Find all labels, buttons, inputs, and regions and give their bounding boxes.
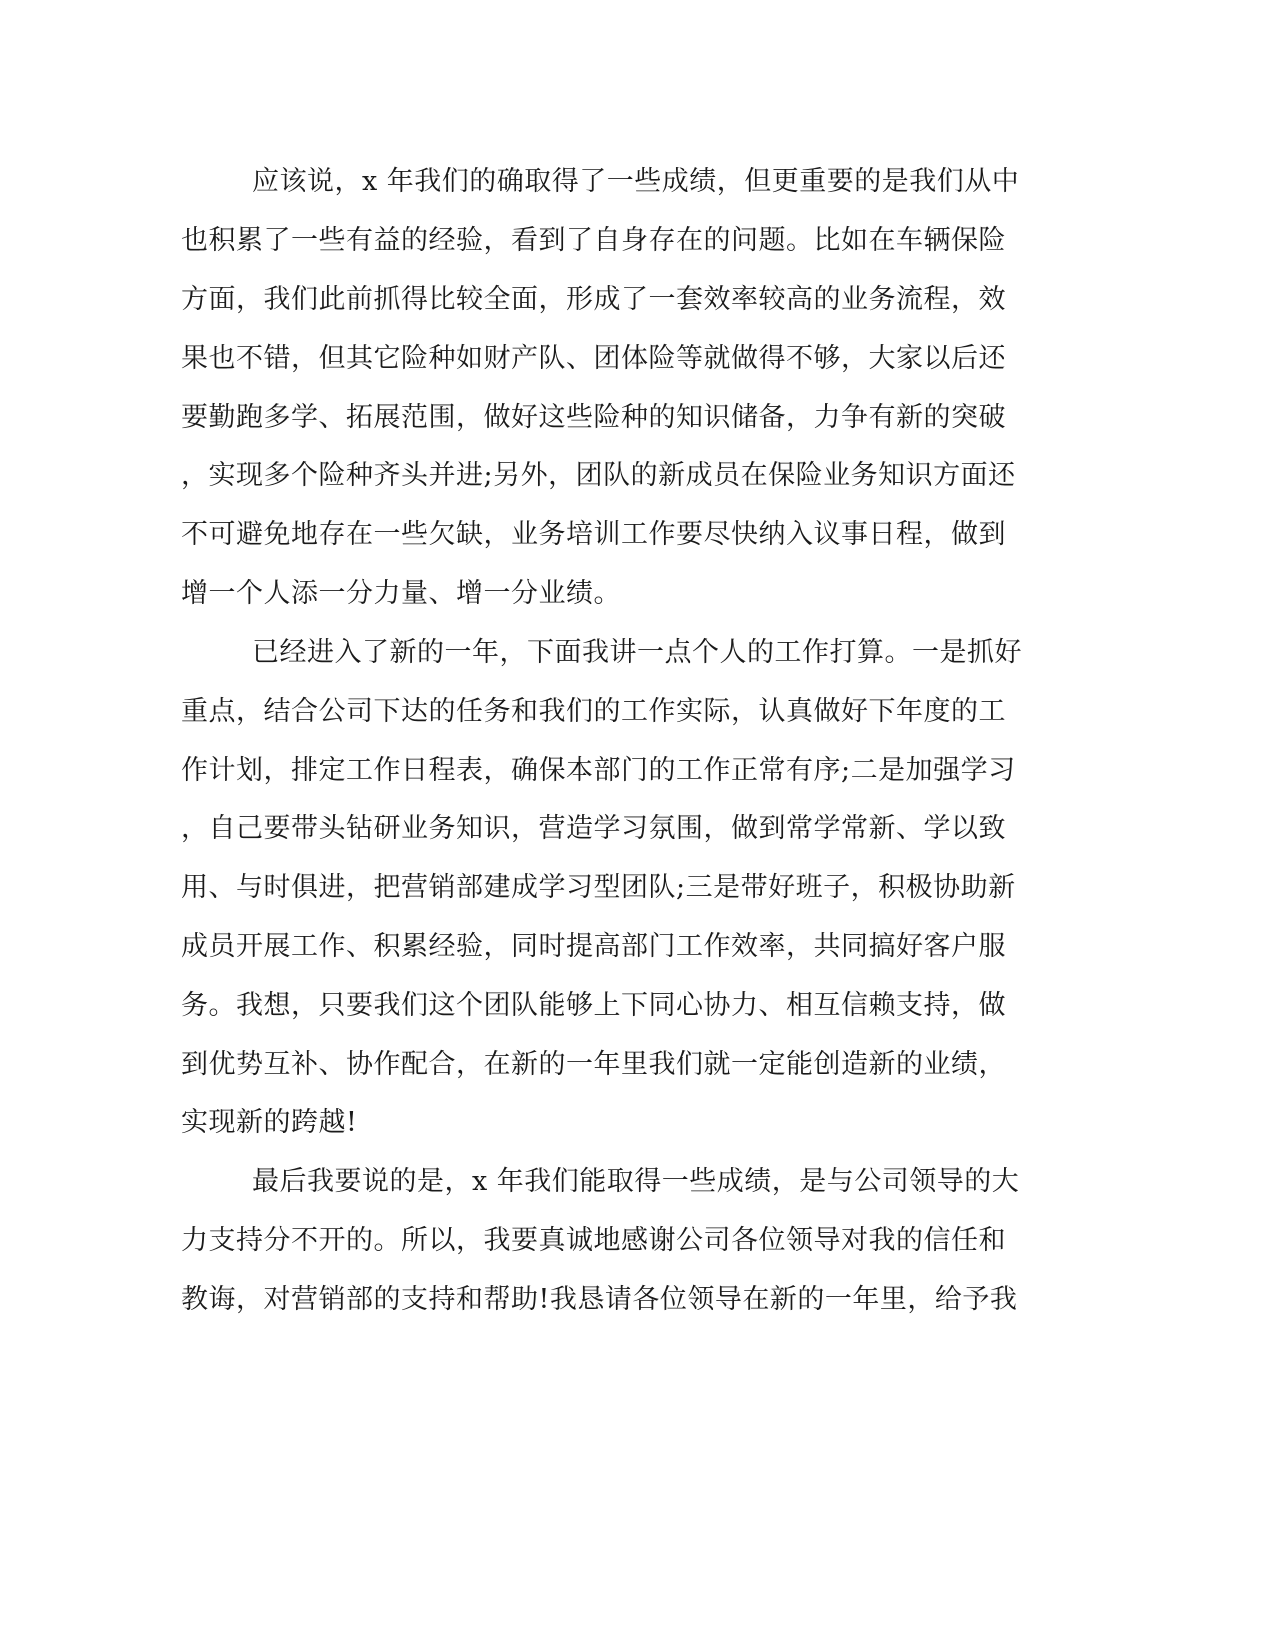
paragraph-2-line-9: 实现新的跨越! [181, 1107, 358, 1138]
paragraph-2-line-1: 已经进入了新的一年，下面我讲一点个人的工作打算。一是抓好 [252, 637, 1022, 668]
paragraph-2-line-7: 务。我想，只要我们这个团队能够上下同心协力、相互信赖支持，做 [181, 990, 1006, 1021]
paragraph-1-line-5: 要勤跑多学、拓展范围，做好这些险种的知识储备，力争有新的突破 [181, 402, 1006, 433]
paragraph-2-line-8: 到优势互补、协作配合，在新的一年里我们就一定能创造新的业绩， [181, 1049, 1006, 1080]
paragraph-3-line-2: 力支持分不开的。所以，我要真诚地感谢公司各位领导对我的信任和 [181, 1225, 1006, 1256]
paragraph-3-line-3: 教诲，对营销部的支持和帮助!我恳请各位领导在新的一年里，给予我 [181, 1284, 1018, 1315]
paragraph-1-line-6: ，实现多个险种齐头并进;另外，团队的新成员在保险业务知识方面还 [181, 460, 1016, 491]
paragraph-1-line-3: 方面，我们此前抓得比较全面，形成了一套效率较高的业务流程，效 [181, 284, 1006, 315]
paragraph-1-line-4: 果也不错，但其它险种如财产队、团体险等就做得不够，大家以后还 [181, 343, 1006, 374]
paragraph-2-line-2: 重点，结合公司下达的任务和我们的工作实际，认真做好下年度的工 [181, 696, 1006, 727]
paragraph-2-line-5: 用、与时俱进，把营销部建成学习型团队;三是带好班子，积极协助新 [181, 872, 1016, 903]
paragraph-1-line-7: 不可避免地存在一些欠缺，业务培训工作要尽快纳入议事日程，做到 [181, 519, 1006, 550]
paragraph-1-line-1: 应该说，x 年我们的确取得了一些成绩，但更重要的是我们从中 [252, 166, 1020, 197]
paragraph-3-line-1: 最后我要说的是，x 年我们能取得一些成绩，是与公司领导的大 [252, 1166, 1020, 1197]
paragraph-2-line-6: 成员开展工作、积累经验，同时提高部门工作效率，共同搞好客户服 [181, 931, 1006, 962]
paragraph-1-line-8: 增一个人添一分力量、增一分业绩。 [181, 578, 621, 609]
paragraph-2-line-3: 作计划，排定工作日程表，确保本部门的工作正常有序;二是加强学习 [181, 755, 1016, 786]
paragraph-1-line-2: 也积累了一些有益的经验，看到了自身存在的问题。比如在车辆保险 [181, 225, 1006, 256]
paragraph-2-line-4: ，自己要带头钻研业务知识，营造学习氛围，做到常学常新、学以致 [181, 813, 1006, 844]
